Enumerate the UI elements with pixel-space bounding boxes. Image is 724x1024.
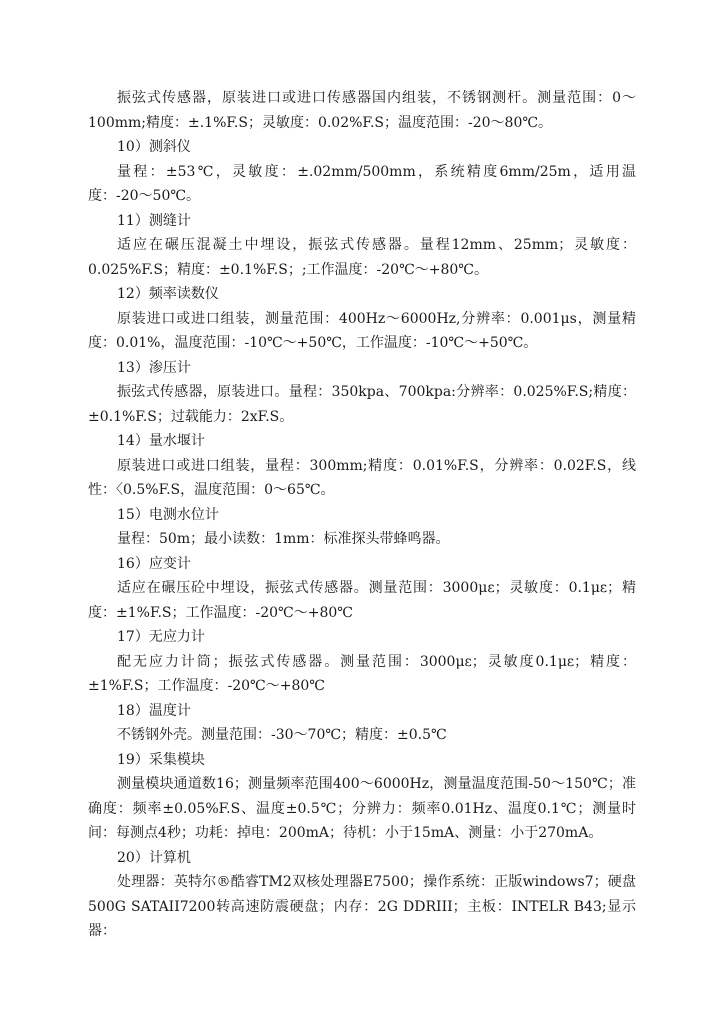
heading-frequency-reader: 12）频率读数仪: [117, 286, 219, 302]
paragraph-thermometer-specs: 不锈钢外壳。测量范围：-30～70℃；精度：±0.5℃: [117, 727, 447, 743]
paragraph-strain-gauge-specs: 适应在碾压砼中埋设，振弦式传感器。测量范围：3000με；灵敏度：0.1με；精度：±1%F.S；工作温度：-20℃～+80℃: [88, 580, 636, 621]
paragraph-frequency-reader-specs: 原装进口或进口组装，测量范围：400Hz～6000Hz,分辨率：0.001μs，测量精度：0.01%，温度范围：-10℃～+50℃，工作温度：-10℃～+50℃。: [88, 310, 636, 351]
document-body: [88, 86, 636, 944]
paragraph-piezometer-specs: 振弦式传感器，原装进口或进口传感器国内组装，不锈钢测杆。测量范围：0～100mm;精度：±.1%F.S；灵敏度：0.02%F.S；温度范围：-20～80℃。: [88, 90, 636, 131]
heading-water-level-meter: 15）电测水位计: [117, 506, 219, 523]
paragraph-water-level-meter-specs: 量程：50m；最小读数：1mm：标准探头带蜂鸣器。: [117, 531, 450, 547]
heading-thermometer: 18）温度计: [117, 702, 191, 719]
heading-inclinometer: 10）测斜仪: [117, 139, 191, 155]
heading-acquisition-module: 19）采集模块: [117, 751, 205, 768]
heading-no-stress-meter: 17）无应力计: [117, 629, 205, 645]
heading-joint-meter: 11）测缝计: [117, 212, 191, 229]
heading-strain-gauge: 16）应变计: [117, 555, 191, 572]
paragraph-seepage-meter-specs: 振弦式传感器，原装进口。量程：350kpa、700kpa:分辨率：0.025%F.S;精度：±0.1%F.S；过载能力：2xF.S。: [88, 384, 636, 425]
paragraph-weir-gauge-specs: 原装进口或进口组装，量程：300mm;精度：0.01%F.S，分辨率：0.02F.S，线性：〈0.5%F.S，温度范围：0～65℃。: [88, 457, 636, 498]
paragraph-no-stress-meter-specs: 配无应力计筒；振弦式传感器。测量范围：3000με；灵敏度0.1με；精度：±1%F.S；工作温度：-20℃～+80℃: [88, 653, 636, 694]
heading-weir-gauge: 14）量水堰计: [117, 433, 205, 449]
heading-seepage-meter: 13）渗压计: [117, 359, 191, 376]
heading-computer: 20）计算机: [117, 849, 191, 866]
paragraph-computer-specs: 处理器：英特尔®酷睿TM2双核处理器E7500；操作系统：正版windows7；硬盘500G SATAII7200转高速防震硬盘；内存：2G DDRIII；主板：INTELR B43;显示器：: [88, 874, 636, 939]
paragraph-acquisition-module-specs: 测量模块通道数16；测量频率范围400～6000Hz，测量温度范围-50～150℃；准确度：频率±0.05%F.S、温度±0.5℃；分辨力：频率0.01Hz、温度0.1℃；测量时间：每测点4秒；功耗：掉电：200mA；待机：小于15mA、测量：小于270mA。: [88, 776, 636, 841]
paragraph-joint-meter-specs: 适应在碾压混凝土中埋设，振弦式传感器。量程12mm、25mm；灵敏度：0.025%F.S；精度：±0.1%F.S；;工作温度：-20℃～+80℃。: [88, 237, 636, 278]
paragraph-inclinometer-specs: 量程：±53℃，灵敏度：±.02mm/500mm，系统精度6mm/25m，适用温度：-20～50℃。: [88, 163, 636, 204]
